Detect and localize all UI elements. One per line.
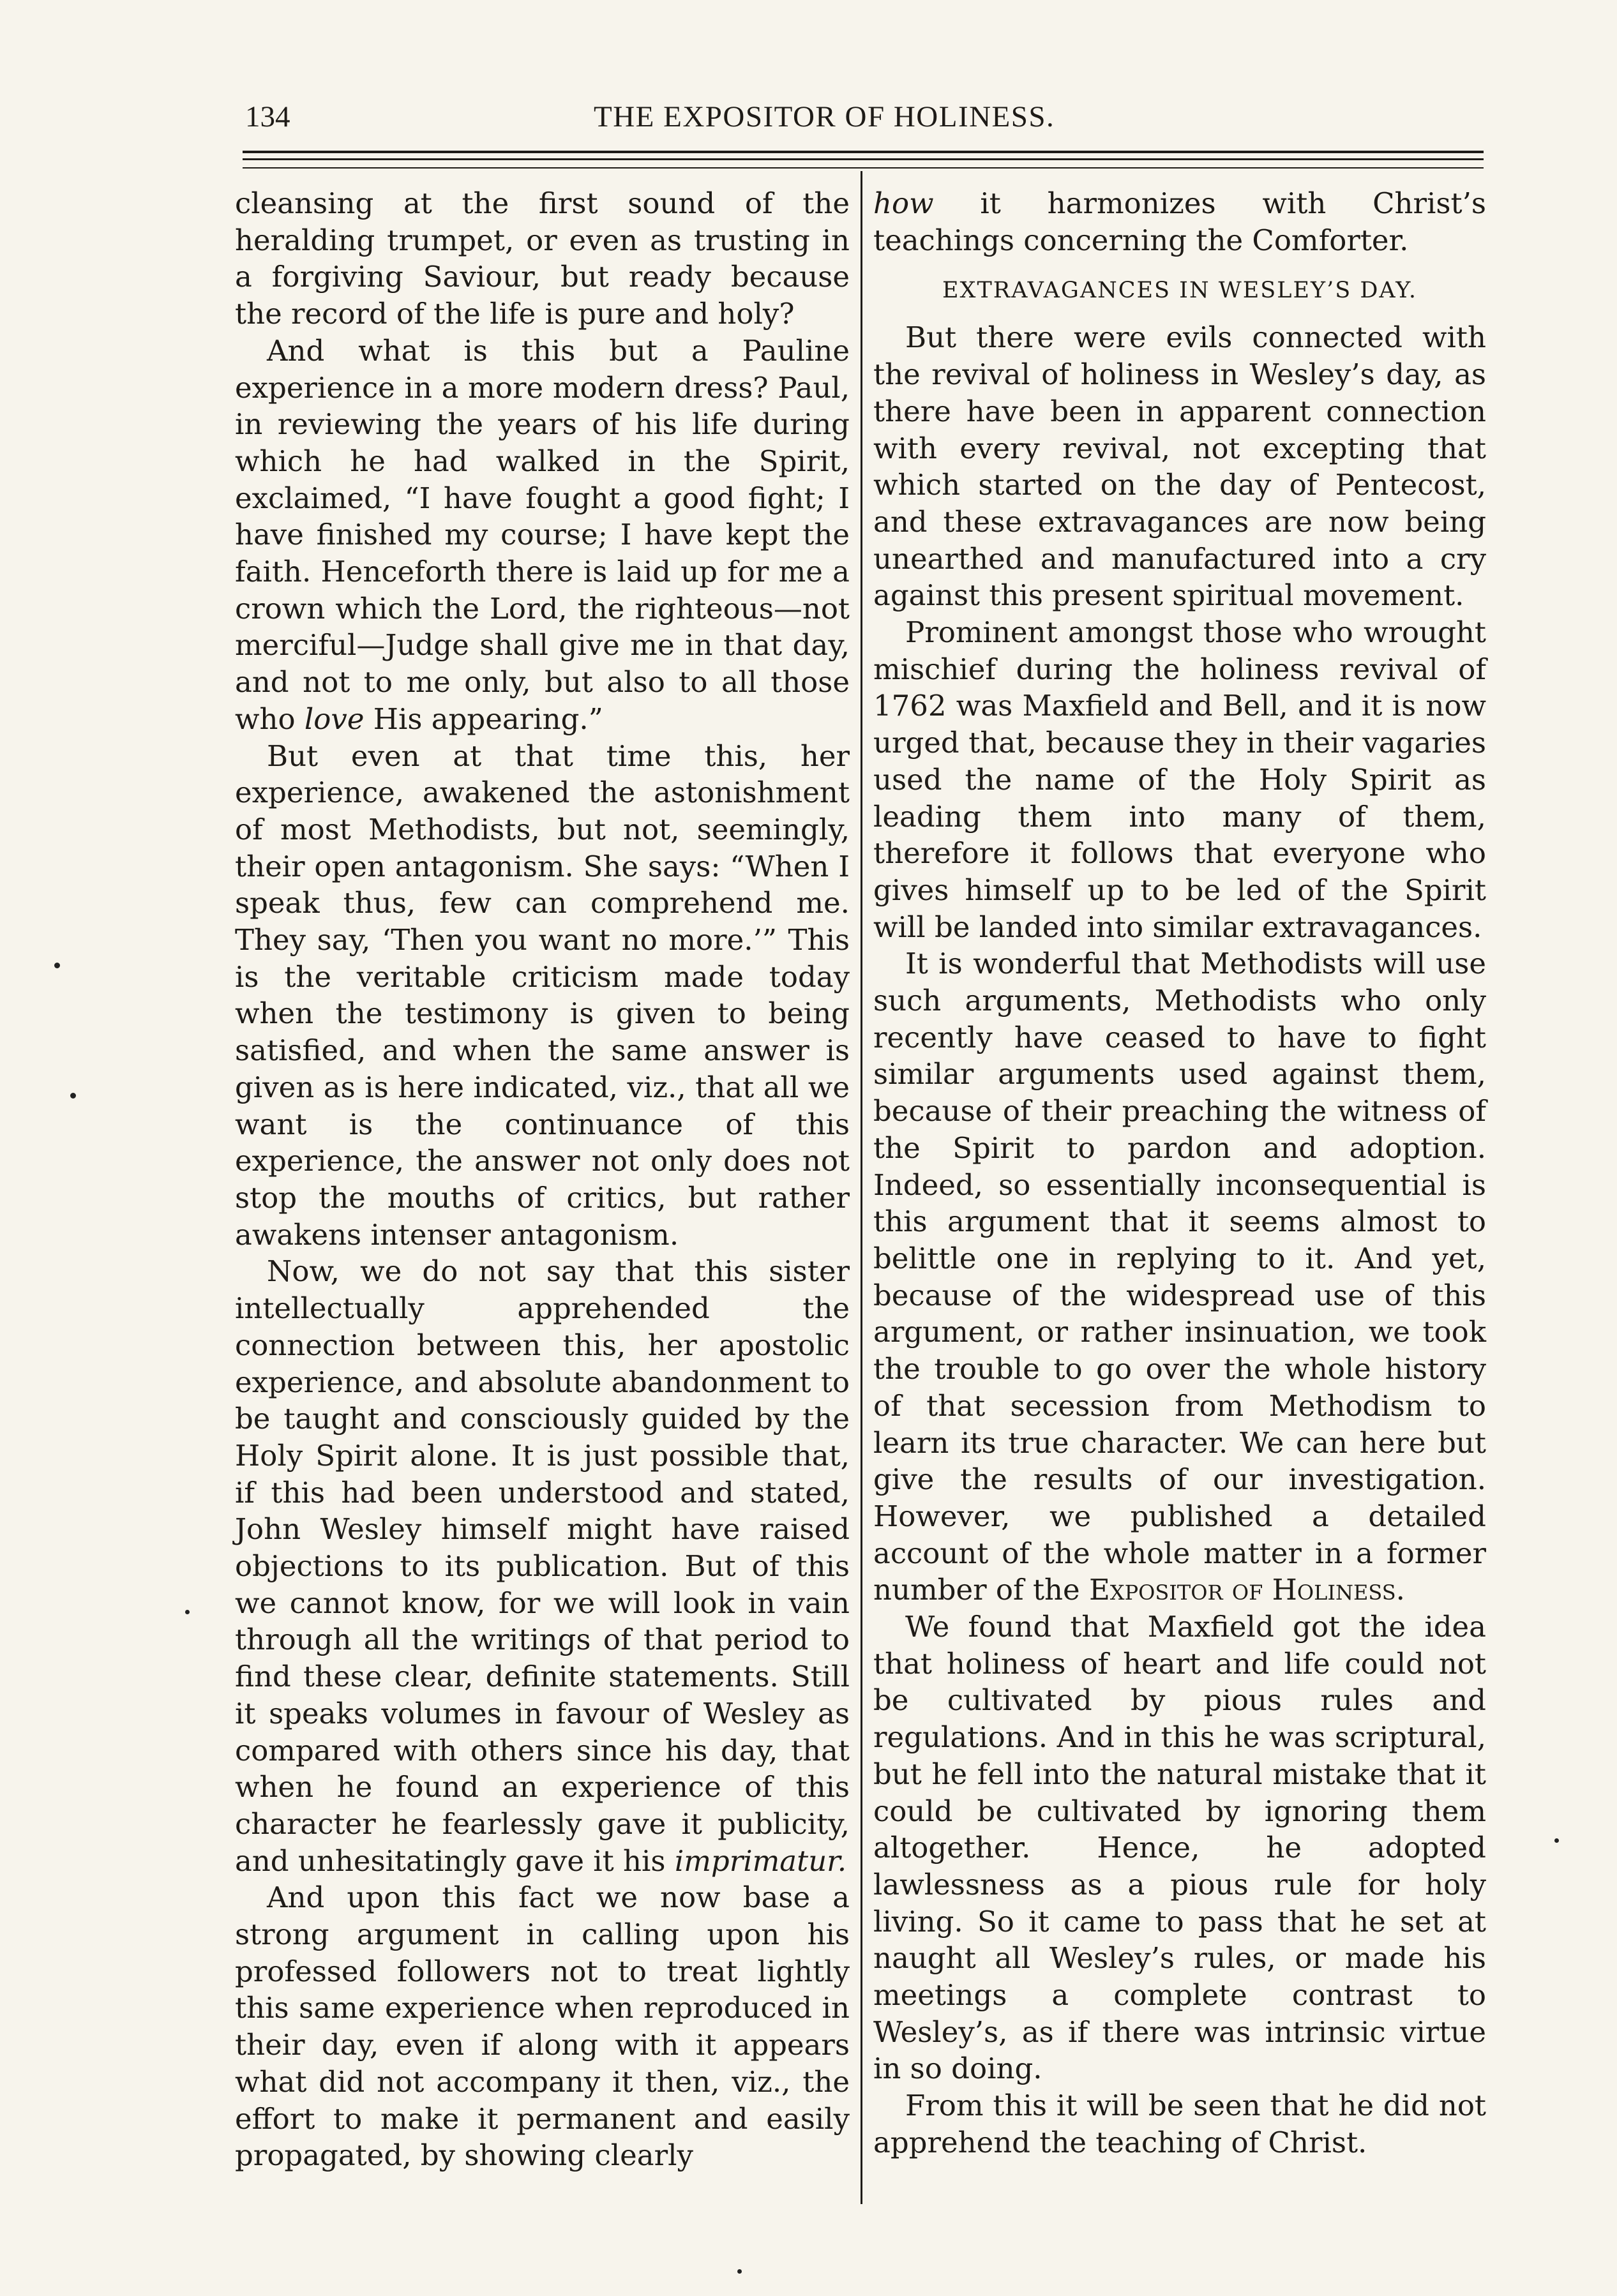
paragraph-text: it harmonizes with Christ’s teachings concerning the Comforter. [873, 186, 1486, 257]
page-number: 134 [245, 100, 290, 133]
ink-speck [1554, 1838, 1559, 1843]
ink-speck [737, 2269, 742, 2274]
section-heading: EXTRAVAGANCES IN WESLEY’S DAY. [942, 278, 1417, 304]
running-title: THE EXPOSITOR OF HOLINESS. [594, 100, 1055, 133]
paragraph [873, 185, 1486, 259]
header-rule [243, 151, 1484, 153]
paragraph-text: Now, we do not say that this sister intellectually apprehended the connection between this, her apostolic experience, and absolute abandonment to be taught and consciously guided by the Holy Spirit alone. It is just possible that, if this had been understood and stated, John Wesley himself might have raised objections to its publication. But of this we cannot know, for we will look in vain through all the writings of that period to find these clear, definite statements. Still it speaks volumes in favour of Wesley as compared with others since his day, that when he found an experience of this character he fearlessly gave it publicity, and unhesitatingly gave it his [235, 1254, 850, 1878]
paragraph-text: It is wonderful that Methodists will use such arguments, Methodists who only recently have ceased to have to fight similar arguments used against them, because of their preaching the witness of the Spirit to pardon and adoption. Indeed, so essentially inconsequential is this argument that it seems almost to belittle one in replying to it. And yet, because of the widespread use of this argument, or rather insinuation, we took the trouble to go over the whole history of that secession from Methodism to learn its true character. We can here but give the results of our investigation. However, we published a detailed account of the whole matter in a former number of the [873, 947, 1486, 1607]
paragraph: Prominent amongst those who wrought mischief during the holiness revival of 1762 was Maxfield and Bell, and it is now urged that, because they in their vagaries used the name of the Holy Spirit as leading them into many of them, therefore it follows that everyone who gives himself up to be led of the Spirit will be landed into similar extravagances. [873, 615, 1486, 944]
paragraph: And upon this fact we now base a strong argument in calling upon his professed followers not to treat lightly this same experience when reproduced in their day, even if along with it appears what did not accompany it then, viz., the effort to make it permanent and easily propagated, by showing clearly [235, 1880, 850, 2173]
paragraph-text: And what is this but a Pauline experience in a more modern dress? Paul, in reviewing the years of his life during which he had walked in the Spirit, exclaimed, “I have fought a good fight; I have finished my course; I have kept the faith. Henceforth there is laid up for me a crown which the Lord, the righteous—not merciful—Judge shall give me in that day, and not to me only, but also to all those who [235, 333, 850, 736]
header-rule [243, 158, 1484, 160]
right-column [873, 185, 1486, 2161]
paragraph: But even at that time this, her experience, awakened the astonishment of most Methodists, but not, seemingly, their open antagonism. She says: “When I speak thus, few can comprehend me. They say, ‘Then you want no more.’” This is the veritable criticism made today when the testimony is given to being satisfied, and when the same answer is given as is here indicated, viz., that all we want is the continuance of this experience, the answer not only does not stop the mouths of critics, but rather awakens intenser antagonism. [235, 739, 850, 1252]
emphasis: love [304, 702, 365, 736]
paragraph [235, 333, 850, 738]
ink-speck [54, 963, 60, 968]
paragraph: We found that Maxfield got the idea that holiness of heart and life could not be cultivated by pious rules and regulations. And in this he was scriptural, but he fell into the natural mistake that it could be cultivated by ignoring them altogether. Hence, he adopted lawlessness as a pious rule for holy living. So it came to pass that he set at naught all Wesley’s rules, or made his meetings a complete contrast to Wesley’s, as if there was intrinsic virtue in so doing. [873, 1610, 1486, 2086]
paragraph: cleansing at the first sound of the heralding trumpet, or even as trusting in a forgiving Saviour, but ready because the record of the life is pure and holy? [235, 186, 850, 331]
emphasis: how [873, 186, 934, 220]
ink-speck [70, 1093, 76, 1099]
paragraph: But there were evils connected with the revival of holiness in Wesley’s day, as there have been in apparent connection with every revival, not excepting that which started on the day of Pentecost, and these extravagances are now being unearthed and manufactured into a cry against this present spiritual movement. [873, 320, 1486, 613]
journal-name: Expositor of Holiness. [1088, 1573, 1405, 1607]
paragraph [235, 1253, 850, 1879]
emphasis: imprimatur. [674, 1843, 847, 1878]
header-rule [243, 167, 1484, 169]
left-column [235, 185, 850, 2174]
ink-speck [185, 1610, 190, 1614]
paragraph-text: His appearing.” [373, 702, 603, 736]
column-divider [861, 171, 862, 2204]
paragraph: From this it will be seen that he did not apprehend the teaching of Christ. [873, 2089, 1486, 2159]
paragraph [873, 945, 1486, 1609]
